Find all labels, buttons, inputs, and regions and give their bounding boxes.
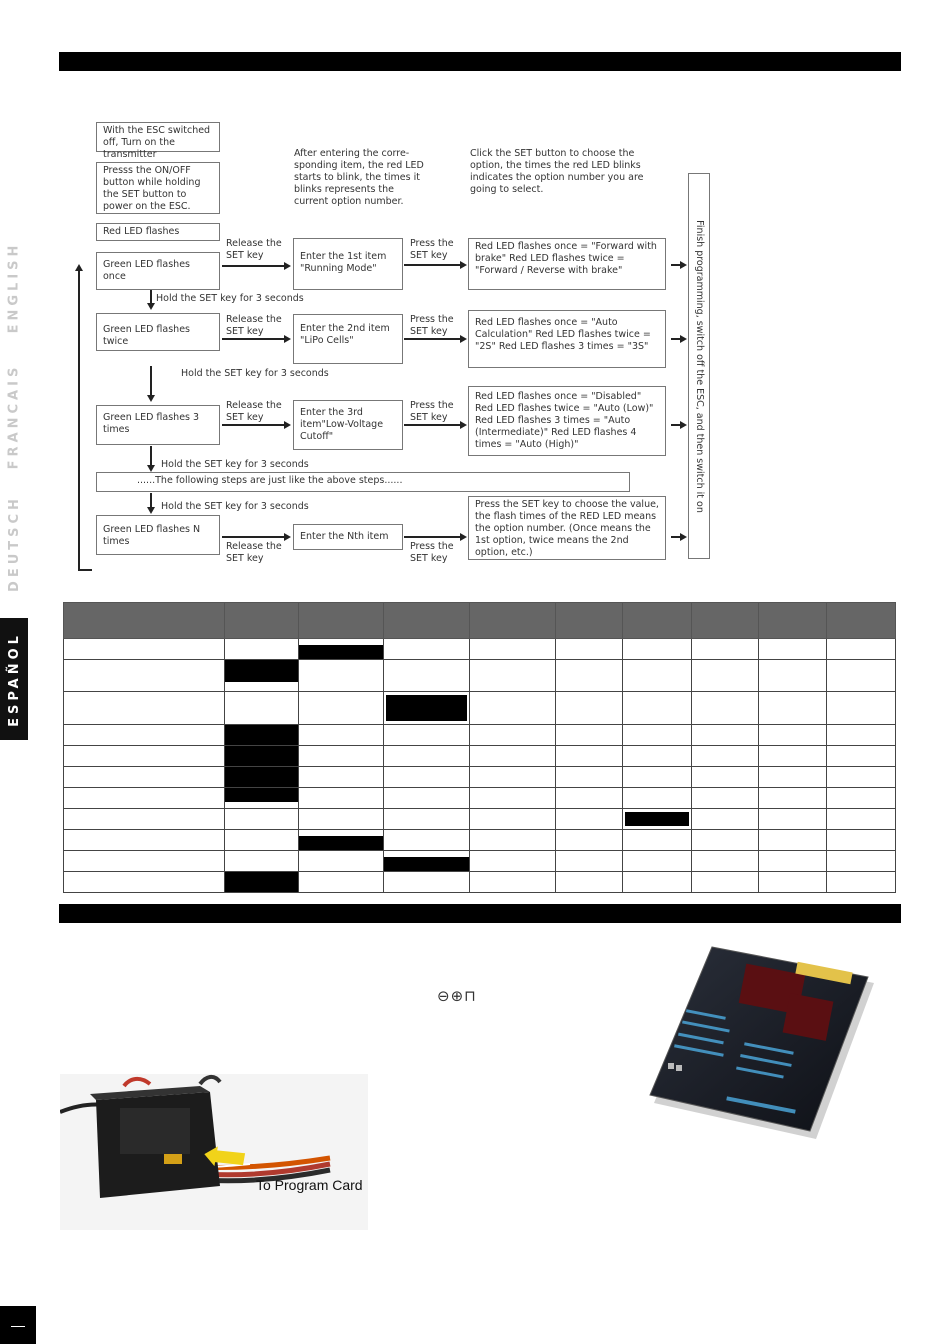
table-cell-filled	[225, 788, 299, 809]
table-cell	[299, 851, 384, 872]
press-label-3: Press the SET key	[410, 400, 454, 423]
table-cell	[470, 746, 556, 767]
table-cell	[64, 660, 225, 692]
table-cell	[692, 809, 759, 830]
arrow-head	[284, 533, 291, 541]
arrow-head	[680, 421, 687, 429]
table-row	[64, 767, 896, 788]
table-cell	[623, 692, 692, 725]
table-row	[64, 725, 896, 746]
note-item-entry: After entering the corre-sponding item, the red LED starts to blink, the times it blinks represents the current option number.	[294, 148, 424, 207]
table-cell	[384, 767, 470, 788]
header-cell	[623, 603, 692, 639]
tab-english[interactable]	[0, 232, 28, 342]
table-cell	[759, 788, 827, 809]
arrow-head	[460, 421, 467, 429]
table-cell	[299, 767, 384, 788]
table-cell	[692, 788, 759, 809]
table-row	[64, 872, 896, 893]
page-number-mark	[11, 1326, 25, 1327]
table-cell	[64, 692, 225, 725]
table-cell-filled	[299, 639, 384, 660]
table-cell	[64, 639, 225, 660]
table-cell	[64, 872, 225, 893]
header-cell	[556, 603, 623, 639]
section-header-bar-2	[59, 904, 901, 923]
table-body	[64, 639, 896, 893]
table-cell	[470, 767, 556, 788]
release-label-2: Release the SET key	[226, 314, 282, 337]
table-cell	[470, 639, 556, 660]
page-number-tab	[0, 1306, 36, 1344]
arrow-head	[460, 335, 467, 343]
arrow-head	[680, 533, 687, 541]
tab-francais-label: FRANCAIS	[6, 363, 22, 469]
table-cell	[556, 872, 623, 893]
table-cell-filled	[299, 830, 384, 851]
programming-flowchart	[82, 110, 730, 572]
arrow-head	[680, 335, 687, 343]
arrow-head	[460, 261, 467, 269]
table-cell	[299, 692, 384, 725]
table-cell	[556, 725, 623, 746]
table-cell	[623, 851, 692, 872]
table-cell	[384, 809, 470, 830]
table-row	[64, 660, 896, 692]
table-row	[64, 809, 896, 830]
finish-programming-text: Finish programming, switch off the ESC, and then switch it on	[693, 219, 705, 513]
table-row	[64, 746, 896, 767]
arrow-head	[284, 335, 291, 343]
header-cell	[827, 603, 896, 639]
press-label-1: Press the SET key	[410, 238, 454, 261]
table-cell	[556, 660, 623, 692]
table-cell	[470, 872, 556, 893]
step-start-2: Presss the ON/OFF button while holding the SET button to power on the ESC.	[96, 162, 220, 214]
esc-photo	[60, 1074, 368, 1230]
arrow-press-n	[404, 536, 460, 538]
note-set-click: Click the SET button to choose the option, the times the red LED blinks indicates the option number you are going to select.	[470, 148, 644, 195]
table-cell	[470, 809, 556, 830]
arrow-head	[284, 262, 291, 270]
table-cell-filled	[225, 767, 299, 788]
table-cell	[827, 746, 896, 767]
table-cell	[556, 851, 623, 872]
tab-deutsch-label: DEUTSCH	[6, 494, 22, 592]
table-cell	[384, 746, 470, 767]
release-label-n: Release the SET key	[226, 541, 282, 564]
table-cell	[827, 692, 896, 725]
table-cell	[470, 692, 556, 725]
table-cell	[64, 767, 225, 788]
arrow-head	[147, 507, 155, 514]
table-cell-filled	[384, 851, 470, 872]
table-cell	[827, 809, 896, 830]
table-cell	[759, 746, 827, 767]
table-cell	[759, 809, 827, 830]
loop-arrow-head	[75, 264, 83, 271]
table-cell	[299, 725, 384, 746]
arrow-head	[147, 303, 155, 310]
table-cell	[556, 746, 623, 767]
table-row	[64, 788, 896, 809]
table-row	[64, 851, 896, 872]
arrow-release-n	[222, 536, 284, 538]
arrow-head	[680, 261, 687, 269]
header-cell	[64, 603, 225, 639]
table-cell	[692, 872, 759, 893]
table-header-row	[64, 603, 896, 639]
table-cell-filled	[623, 809, 692, 830]
table-cell	[623, 725, 692, 746]
arrow-head	[284, 421, 291, 429]
release-label-1: Release the SET key	[226, 238, 282, 261]
table-cell	[692, 830, 759, 851]
table-cell	[299, 809, 384, 830]
arrow-press-2	[404, 338, 460, 340]
table-cell	[470, 725, 556, 746]
table-cell	[692, 851, 759, 872]
table-cell	[692, 692, 759, 725]
table-cell	[827, 788, 896, 809]
table-cell	[692, 660, 759, 692]
table-cell	[827, 767, 896, 788]
table-cell	[759, 639, 827, 660]
following-steps-note: ......The following steps are just like the above steps......	[96, 472, 630, 492]
arrow-press-1	[404, 264, 460, 266]
table-cell	[384, 830, 470, 851]
table-row	[64, 830, 896, 851]
table-cell	[556, 767, 623, 788]
hold-label-1: Hold the SET key for 3 seconds	[156, 293, 304, 304]
settings-table	[63, 602, 896, 893]
press-label-n: Press the SET key	[410, 541, 454, 564]
table-cell	[64, 725, 225, 746]
table-cell	[759, 830, 827, 851]
options-low-voltage-cutoff: Red LED flashes once = "Disabled" Red LED flashes twice = "Auto (Low)" Red LED flashes 3 times = "Auto (Intermediate)" Red LED flashes 4 times = "Auto (High)"	[468, 386, 666, 456]
table-cell	[759, 767, 827, 788]
arrow-release-3	[222, 424, 284, 426]
table-cell	[384, 660, 470, 692]
hold-label-3: Hold the SET key for 3 seconds	[161, 459, 309, 470]
table-row	[64, 639, 896, 660]
loop-line	[78, 270, 80, 570]
table-cell	[623, 872, 692, 893]
table-cell	[64, 830, 225, 851]
green-led-n-times: Green LED flashes N times	[96, 515, 220, 555]
table-cell	[759, 692, 827, 725]
table-cell	[225, 639, 299, 660]
header-cell	[384, 603, 470, 639]
table-cell-filled	[225, 872, 299, 893]
step-red-led: Red LED flashes	[96, 223, 220, 241]
table-cell	[556, 830, 623, 851]
header-cell	[299, 603, 384, 639]
arrow-press-3	[404, 424, 460, 426]
green-led-twice: Green LED flashes twice	[96, 313, 220, 351]
table-cell	[64, 809, 225, 830]
tab-francais[interactable]	[0, 360, 28, 472]
step-start-1: With the ESC switched off, Turn on the transmitter	[96, 122, 220, 152]
table-cell	[759, 660, 827, 692]
table-cell	[470, 830, 556, 851]
table-cell	[623, 767, 692, 788]
esc-caption: To Program Card	[256, 1177, 363, 1193]
arrow-head	[147, 395, 155, 402]
table-cell	[225, 692, 299, 725]
arrow-head	[147, 465, 155, 472]
table-cell	[827, 660, 896, 692]
options-n: Press the SET key to choose the value, the flash times of the RED LED means the option number. (Once means the 1st option, twice means the 2nd option, etc.)	[468, 496, 666, 560]
table-cell	[470, 788, 556, 809]
table-cell	[623, 830, 692, 851]
table-cell	[623, 660, 692, 692]
table-cell	[225, 830, 299, 851]
table-cell	[470, 851, 556, 872]
options-running-mode: Red LED flashes once = "Forward with brake" Red LED flashes twice = "Forward / Reverse with brake"	[468, 238, 666, 290]
table-cell	[759, 872, 827, 893]
press-label-2: Press the SET key	[410, 314, 454, 337]
loop-bottom-line	[78, 569, 92, 571]
header-cell	[225, 603, 299, 639]
table-cell	[470, 660, 556, 692]
hold-label-2: Hold the SET key for 3 seconds	[181, 368, 329, 379]
table-cell-filled	[225, 660, 299, 692]
green-led-3-times: Green LED flashes 3 times	[96, 405, 220, 445]
table-cell	[623, 746, 692, 767]
table-cell	[827, 830, 896, 851]
item-3-low-voltage-cutoff: Enter the 3rd item"Low-Voltage Cutoff"	[293, 400, 403, 450]
arrow-release-1	[222, 265, 284, 267]
table-cell	[384, 788, 470, 809]
table-cell	[759, 851, 827, 872]
down-line-2	[150, 366, 152, 398]
table-cell	[299, 746, 384, 767]
table-cell	[692, 725, 759, 746]
table-cell	[827, 851, 896, 872]
table-cell	[299, 660, 384, 692]
table-cell	[299, 872, 384, 893]
table-cell	[692, 767, 759, 788]
hold-label-4: Hold the SET key for 3 seconds	[161, 501, 309, 512]
table-cell	[556, 692, 623, 725]
table-cell	[759, 725, 827, 746]
arrow-release-2	[222, 338, 284, 340]
table-cell	[827, 872, 896, 893]
header-cell	[759, 603, 827, 639]
green-led-once: Green LED flashes once	[96, 252, 220, 290]
item-2-lipo-cells: Enter the 2nd item "LiPo Cells"	[293, 314, 403, 364]
table-cell	[556, 788, 623, 809]
table-cell	[692, 746, 759, 767]
table-cell	[225, 809, 299, 830]
program-card-image	[646, 943, 880, 1143]
header-cell	[470, 603, 556, 639]
table-cell	[623, 639, 692, 660]
table-cell	[827, 639, 896, 660]
table-cell-filled	[384, 692, 470, 725]
arrow-head	[460, 533, 467, 541]
tab-english-label: ENGLISH	[6, 241, 22, 333]
finish-programming-box	[688, 173, 710, 559]
table-cell-filled	[225, 725, 299, 746]
table-cell	[384, 639, 470, 660]
tab-espanol-label: ESPAÑOL	[6, 631, 22, 727]
table-cell	[556, 639, 623, 660]
table-cell	[384, 725, 470, 746]
table-cell	[623, 788, 692, 809]
table-row	[64, 692, 896, 725]
table-cell	[225, 851, 299, 872]
item-n: Enter the Nth item	[293, 524, 403, 550]
release-label-3: Release the SET key	[226, 400, 282, 423]
table-cell	[64, 746, 225, 767]
table-cell-filled	[225, 746, 299, 767]
options-lipo-cells: Red LED flashes once = "Auto Calculation" Red LED flashes twice = "2S" Red LED flashes 3 times = "3S"	[468, 310, 666, 368]
table-cell	[64, 851, 225, 872]
header-cell	[692, 603, 759, 639]
item-1-running-mode: Enter the 1st item "Running Mode"	[293, 238, 403, 290]
tab-deutsch[interactable]	[0, 488, 28, 598]
table-cell	[384, 872, 470, 893]
table-cell	[692, 639, 759, 660]
polarity-symbols: ⊖⊕⊓	[437, 987, 477, 1005]
tab-espanol[interactable]	[0, 618, 28, 740]
table-cell	[556, 809, 623, 830]
table-cell	[827, 725, 896, 746]
table-cell	[299, 788, 384, 809]
section-header-bar	[59, 52, 901, 71]
table-cell	[64, 788, 225, 809]
